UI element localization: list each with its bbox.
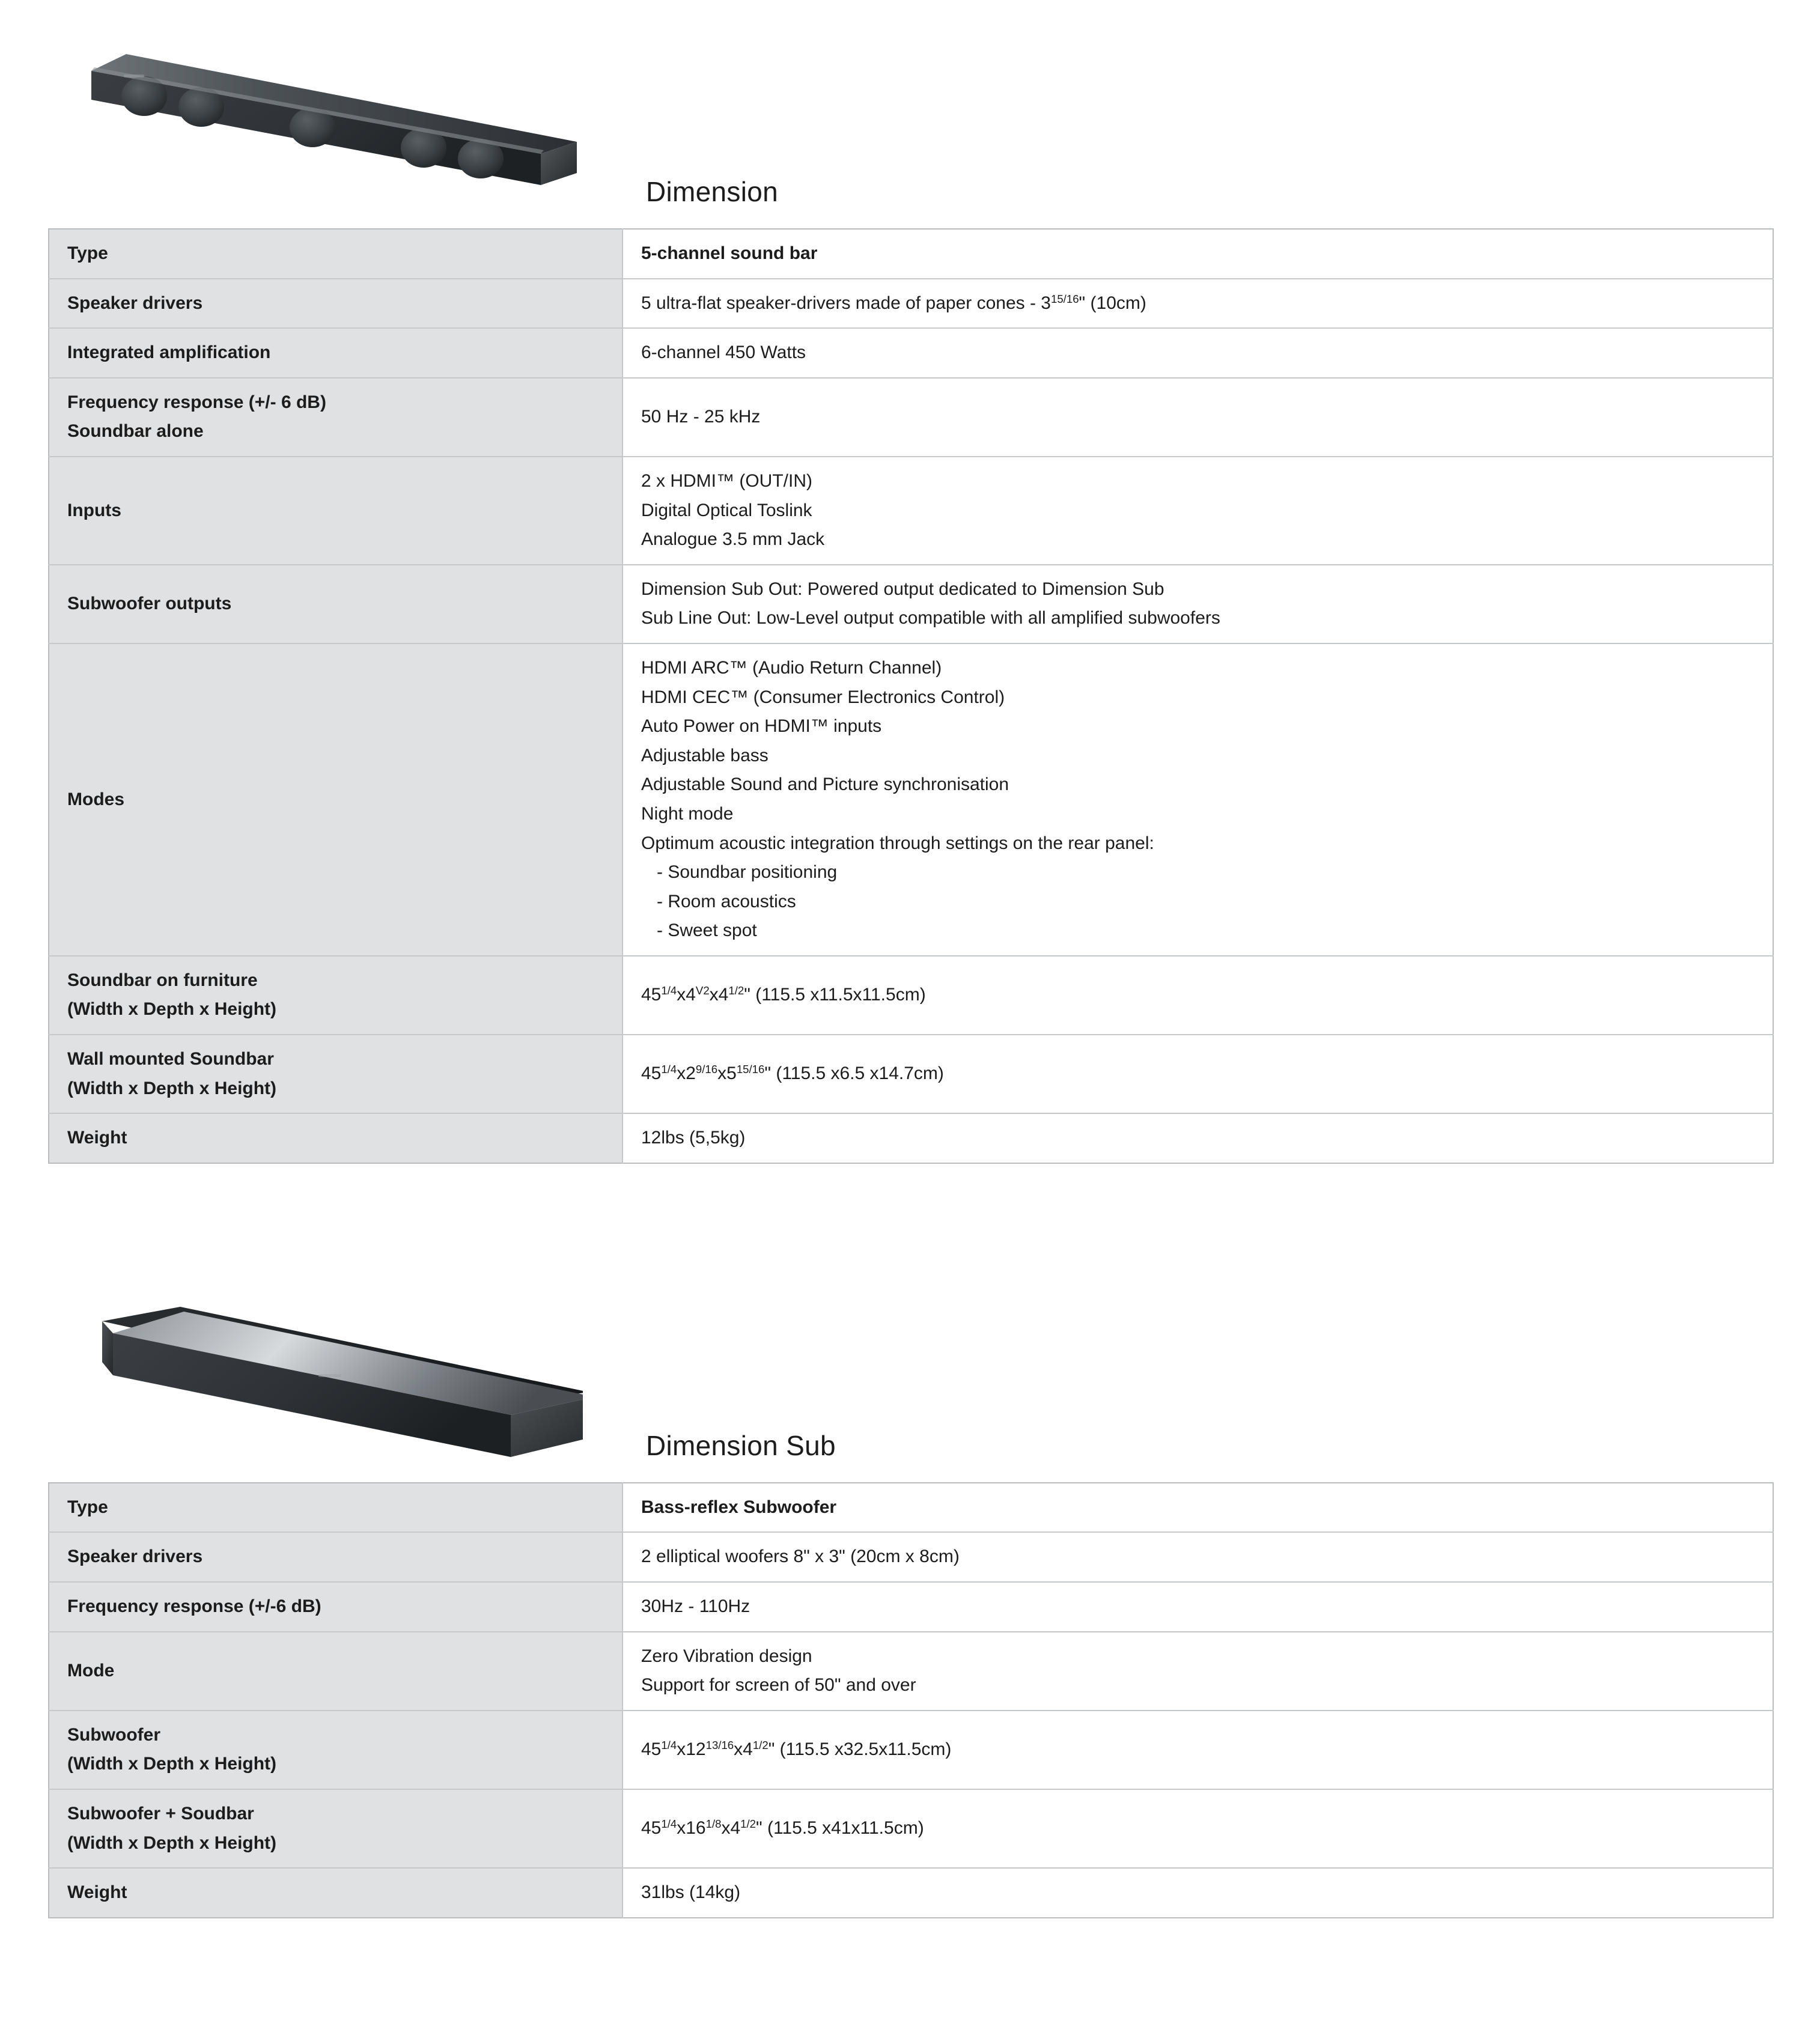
row-label bbox=[49, 956, 622, 1035]
value-line: Bass-reflex Subwoofer bbox=[641, 1497, 837, 1517]
row-label: Type bbox=[49, 229, 622, 279]
fraction: 1/4 bbox=[661, 1738, 677, 1751]
value-line: 12lbs (5,5kg) bbox=[641, 1128, 746, 1148]
value-text: 45 bbox=[641, 1739, 662, 1760]
value-line: 31lbs (14kg) bbox=[641, 1882, 741, 1903]
label-line: Soundbar on furniture bbox=[67, 970, 258, 990]
row-label: Subwoofer outputs bbox=[49, 565, 622, 643]
section-header bbox=[0, 0, 1814, 228]
value-text: x5 bbox=[717, 1063, 737, 1084]
value-text: " (10cm) bbox=[1079, 293, 1146, 313]
row-value bbox=[622, 457, 1773, 565]
value-text: x4 bbox=[677, 985, 696, 1005]
table-row bbox=[49, 1789, 1773, 1868]
value-text: " (115.5 x6.5 x14.7cm) bbox=[764, 1063, 944, 1084]
label-line: (Width x Depth x Height) bbox=[67, 1754, 277, 1774]
value-subline: - Soundbar positioning bbox=[657, 862, 838, 883]
label-line: (Width x Depth x Height) bbox=[67, 999, 277, 1020]
value-line: Support for screen of 50" and over bbox=[641, 1675, 916, 1696]
table-row bbox=[49, 1868, 1773, 1918]
value-line: Adjustable Sound and Picture synchronisation bbox=[641, 774, 1009, 795]
value-line: 6-channel 450 Watts bbox=[641, 342, 806, 363]
label-line: Soundbar alone bbox=[67, 421, 204, 442]
fraction: 1/2 bbox=[740, 1817, 756, 1831]
row-label: Mode bbox=[49, 1632, 622, 1711]
value-line: 30Hz - 110Hz bbox=[641, 1596, 750, 1617]
row-value bbox=[622, 1632, 1773, 1711]
label-line: Subwoofer + Soudbar bbox=[67, 1804, 254, 1823]
fraction: 1/2 bbox=[752, 1738, 769, 1751]
value-line: Optimum acoustic integration through settings on the rear panel: bbox=[641, 833, 1154, 853]
label-line: (Width x Depth x Height) bbox=[67, 1078, 277, 1098]
value-text: x4 bbox=[734, 1739, 753, 1760]
row-value bbox=[622, 1868, 1773, 1918]
row-label bbox=[49, 1035, 622, 1113]
row-value bbox=[622, 1582, 1773, 1632]
value-line: Auto Power on HDMI™ inputs bbox=[641, 716, 882, 737]
value-line: Night mode bbox=[641, 803, 734, 824]
value-text: x2 bbox=[677, 1063, 696, 1084]
product-section-dimension-sub bbox=[0, 1254, 1814, 1918]
value-line: 2 elliptical woofers 8" x 3" (20cm x 8cm) bbox=[641, 1547, 960, 1567]
table-row bbox=[49, 1582, 1773, 1632]
row-label bbox=[49, 1711, 622, 1789]
label-line: Frequency response (+/- 6 dB) bbox=[67, 392, 326, 412]
row-label: Speaker drivers bbox=[49, 1532, 622, 1582]
row-value bbox=[622, 378, 1773, 457]
table-row bbox=[49, 956, 1773, 1035]
fraction: 1/8 bbox=[705, 1817, 722, 1831]
subwoofer-product-image bbox=[66, 1278, 583, 1470]
value-text: " (115.5 x11.5x11.5cm) bbox=[744, 985, 926, 1005]
value-text: 45 bbox=[641, 1063, 662, 1084]
row-value bbox=[622, 1711, 1773, 1789]
value-text: 45 bbox=[641, 1818, 662, 1839]
value-line bbox=[641, 289, 1755, 318]
value-line: Digital Optical Toslink bbox=[641, 500, 812, 520]
spec-table-dimension bbox=[48, 228, 1774, 1164]
table-row bbox=[49, 1113, 1773, 1163]
fraction: 13/16 bbox=[705, 1738, 734, 1751]
fraction: 15/16 bbox=[1051, 292, 1079, 305]
table-row bbox=[49, 1632, 1773, 1711]
row-value bbox=[622, 565, 1773, 643]
row-value bbox=[622, 1035, 1773, 1113]
value-text: " (115.5 x41x11.5cm) bbox=[756, 1818, 924, 1839]
value-line: Zero Vibration design bbox=[641, 1646, 812, 1666]
row-label: Frequency response (+/-6 dB) bbox=[49, 1582, 622, 1632]
row-value bbox=[622, 1789, 1773, 1868]
fraction: 9/16 bbox=[695, 1063, 718, 1076]
section-title: Dimension Sub bbox=[646, 1429, 836, 1461]
value-line: 2 x HDMI™ (OUT/IN) bbox=[641, 470, 812, 491]
label-line: (Width x Depth x Height) bbox=[67, 1833, 277, 1853]
value-line: 5-channel sound bar bbox=[641, 243, 818, 263]
row-value bbox=[622, 328, 1773, 378]
row-label bbox=[49, 378, 622, 457]
value-text: 5 ultra-flat speaker-drivers made of paper cones - 3 bbox=[641, 293, 1051, 313]
row-label: Inputs bbox=[49, 457, 622, 565]
spec-table-dimension-sub bbox=[48, 1482, 1774, 1918]
section-title: Dimension bbox=[646, 176, 779, 207]
row-value bbox=[622, 1483, 1773, 1533]
row-value bbox=[622, 956, 1773, 1035]
row-value bbox=[622, 1113, 1773, 1163]
row-label: Integrated amplification bbox=[49, 328, 622, 378]
row-label: Weight bbox=[49, 1868, 622, 1918]
fraction: 1/4 bbox=[661, 984, 677, 997]
row-value bbox=[622, 279, 1773, 329]
table-row bbox=[49, 229, 1773, 279]
fraction: 1/4 bbox=[661, 1063, 677, 1076]
table-row bbox=[49, 643, 1773, 956]
section-header bbox=[0, 1254, 1814, 1482]
fraction: 1/4 bbox=[661, 1817, 677, 1831]
table-row bbox=[49, 565, 1773, 643]
table-row bbox=[49, 1532, 1773, 1582]
value-line bbox=[641, 981, 1755, 1010]
value-line bbox=[641, 1814, 1755, 1843]
value-text: " (115.5 x32.5x11.5cm) bbox=[768, 1739, 952, 1760]
table-row bbox=[49, 457, 1773, 565]
value-line bbox=[641, 1735, 1755, 1765]
fraction: 1/2 bbox=[728, 984, 744, 997]
table-row bbox=[49, 378, 1773, 457]
value-line: Adjustable bass bbox=[641, 745, 769, 765]
value-text: x12 bbox=[677, 1739, 706, 1760]
value-line: Analogue 3.5 mm Jack bbox=[641, 529, 825, 550]
fraction: 15/16 bbox=[736, 1063, 765, 1076]
row-label: Modes bbox=[49, 643, 622, 956]
value-subline: - Room acoustics bbox=[657, 891, 796, 911]
row-value bbox=[622, 643, 1773, 956]
value-text: x16 bbox=[677, 1818, 706, 1839]
table-row bbox=[49, 279, 1773, 329]
label-line: Wall mounted Soundbar bbox=[67, 1049, 274, 1069]
label-line: Subwoofer bbox=[67, 1724, 160, 1745]
value-line: HDMI ARC™ (Audio Return Channel) bbox=[641, 657, 942, 678]
row-label: Weight bbox=[49, 1113, 622, 1163]
value-line: 50 Hz - 25 kHz bbox=[641, 407, 761, 427]
value-line: HDMI CEC™ (Consumer Electronics Control) bbox=[641, 687, 1005, 707]
soundbar-product-image bbox=[66, 24, 583, 216]
table-row bbox=[49, 1035, 1773, 1113]
row-label: Speaker drivers bbox=[49, 279, 622, 329]
value-line: Dimension Sub Out: Powered output dedicated to Dimension Sub bbox=[641, 579, 1164, 599]
section-spacer bbox=[0, 1164, 1814, 1254]
value-text: x4 bbox=[709, 985, 729, 1005]
value-line: Sub Line Out: Low-Level output compatible with all amplified subwoofers bbox=[641, 608, 1220, 628]
row-value bbox=[622, 1532, 1773, 1582]
value-line bbox=[641, 1059, 1755, 1089]
row-label: Type bbox=[49, 1483, 622, 1533]
row-label bbox=[49, 1789, 622, 1868]
table-row bbox=[49, 1711, 1773, 1789]
value-text: 45 bbox=[641, 985, 662, 1005]
table-row bbox=[49, 1483, 1773, 1533]
value-subline: - Sweet spot bbox=[657, 920, 757, 941]
value-text: x4 bbox=[721, 1818, 741, 1839]
fraction: V2 bbox=[695, 984, 710, 997]
table-row bbox=[49, 328, 1773, 378]
row-value bbox=[622, 229, 1773, 279]
